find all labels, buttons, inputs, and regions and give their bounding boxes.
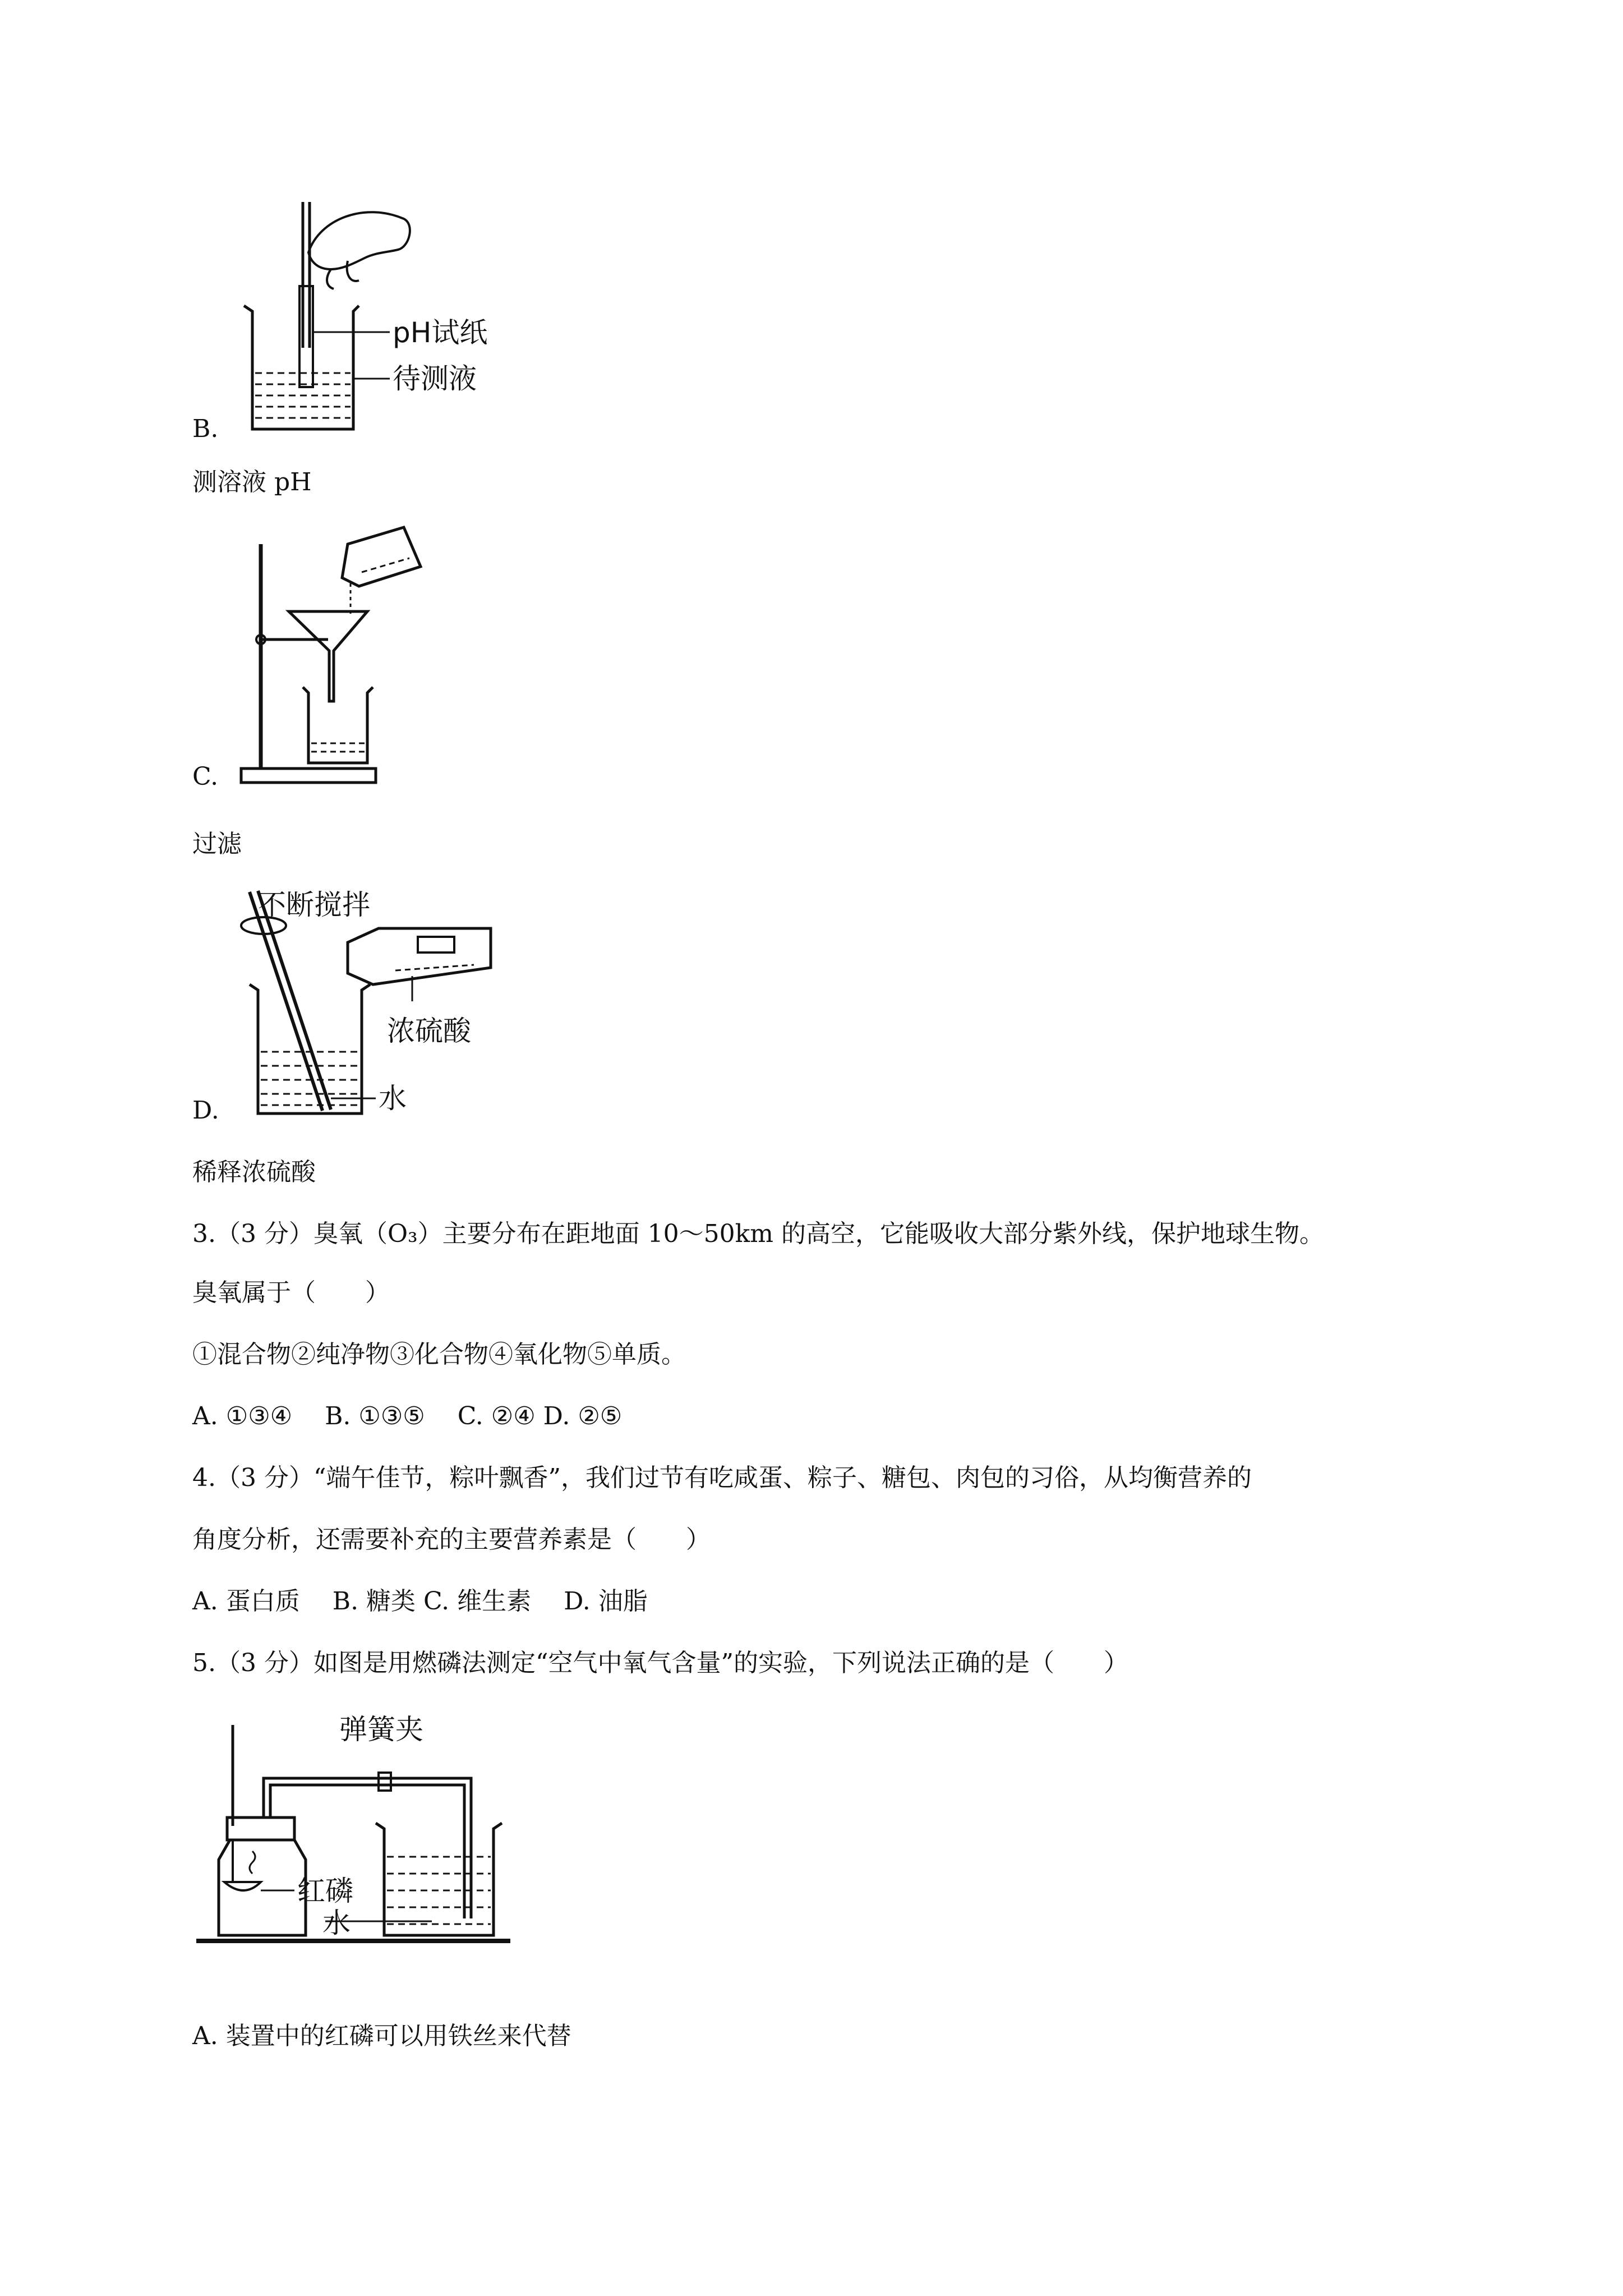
figure-phosphorus-experiment — [196, 1705, 566, 1986]
label-acid: 浓硫酸 — [387, 1015, 471, 1047]
q4-options: A. 蛋白质 B. 糖类 C. 维生素 D. 油脂 — [192, 1587, 648, 1616]
q4-line1: 4.（3 分）“端午佳节，粽叶飘香”，我们过节有吃咸蛋、粽子、糖包、肉包的习俗，从均衡营养的 — [192, 1464, 1252, 1492]
q3-options: A. ①③④ B. ①③⑤ C. ②④ D. ②⑤ — [192, 1402, 623, 1430]
option-c-caption: 过滤 — [192, 830, 242, 858]
label-stir: 不断搅拌 — [258, 889, 370, 921]
hand-icon — [308, 212, 410, 269]
q3-line1: 3.（3 分）臭氧（O₃）主要分布在距地面 10～50km 的高空，它能吸收大部分紫外线，保护地球生物。 — [192, 1220, 1325, 1248]
option-b-letter: B. — [192, 415, 219, 443]
figure-ph-test — [219, 185, 510, 443]
label-ph-paper: pH试纸 — [393, 316, 488, 349]
q5-option-a: A. 装置中的红磷可以用铁丝来代替 — [192, 2022, 571, 2050]
label-water: 水 — [379, 1082, 407, 1115]
label-spring-clip: 弹簧夹 — [339, 1713, 423, 1746]
option-b-caption: 测溶液 pH — [192, 468, 312, 496]
label-water-2: 水 — [322, 1907, 351, 1939]
q5-line1: 5.（3 分）如图是用燃磷法测定“空气中氧气含量”的实验，下列说法正确的是（ ） — [192, 1649, 1128, 1677]
option-d-caption: 稀释浓硫酸 — [192, 1158, 316, 1186]
figure-filtration — [236, 522, 437, 791]
q3-line2: 臭氧属于（ ） — [192, 1278, 390, 1307]
q4-line2: 角度分析，还需要补充的主要营养素是（ ） — [192, 1525, 711, 1554]
option-c-letter: C. — [192, 762, 219, 791]
label-test-liquid: 待测液 — [393, 362, 477, 395]
label-red-phosphorus: 红磷 — [297, 1875, 353, 1907]
q3-line3: ①混合物②纯净物③化合物④氧化物⑤单质。 — [192, 1340, 686, 1369]
figure-dilution — [227, 875, 519, 1133]
option-d-letter: D. — [192, 1096, 219, 1125]
